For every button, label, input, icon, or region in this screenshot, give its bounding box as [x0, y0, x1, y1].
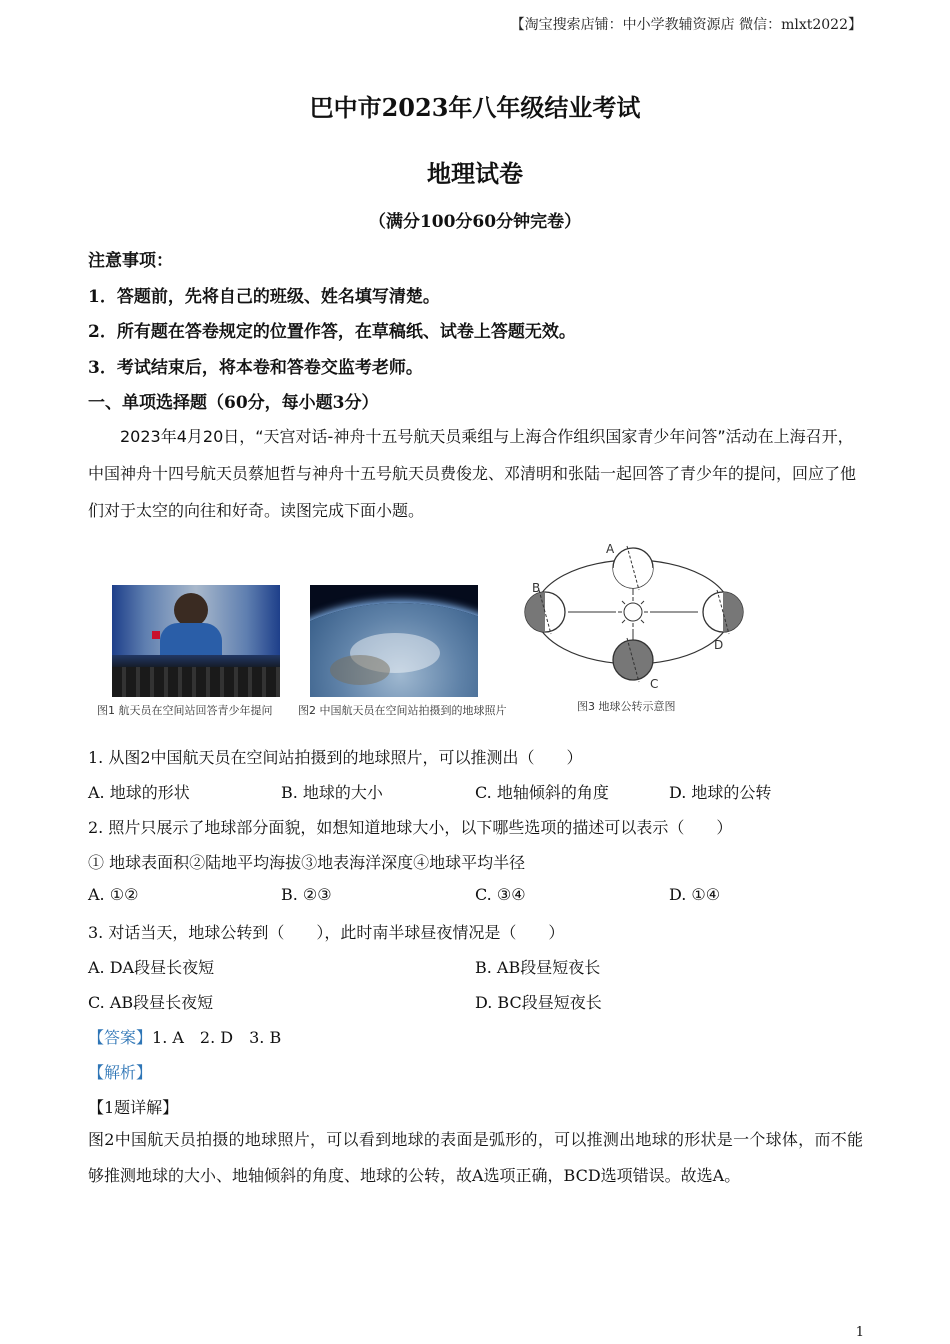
- earth-d: [703, 590, 743, 634]
- question-2-option-b[interactable]: B. ②③: [281, 885, 332, 904]
- notice-heading: 注意事项：: [88, 251, 173, 271]
- intro-paragraph: 2023年4月20日，“天宫对话-神舟十五号航天员乘组与上海合作组织国家青少年问答”活动在上海召开，中国神舟十四号航天员蔡旭哲与神舟十五号航天员费俊龙、邓清明和张陆一起回答了青少年的提问，回应了他们对于太空的向往和好奇。读图完成下面小题。: [88, 427, 857, 520]
- earth-c: [613, 638, 653, 682]
- question-2-option-d[interactable]: D. ①④: [669, 885, 721, 904]
- earth-b: [525, 590, 565, 634]
- question-3-option-c[interactable]: C. AB段昼长夜短: [88, 993, 214, 1012]
- fig1-caption: 图1 航天员在空间站回答青少年提问: [97, 704, 273, 717]
- notice-item: 2．所有题在答卷规定的位置作答，在草稿纸、试卷上答题无效。: [88, 322, 576, 342]
- orbit-label-d: D: [714, 638, 724, 652]
- sun: [618, 597, 648, 627]
- detail-label: 【1题详解】: [88, 1098, 179, 1117]
- earth-photo: [310, 585, 478, 697]
- fig2-caption: 图2 中国航天员在空间站拍摄到的地球照片: [298, 704, 507, 717]
- question-3-stem: 3. 对话当天，地球公转到（ ），此时南半球昼夜情况是（ ）: [88, 923, 565, 942]
- answer-text: 1. A 2. D 3. B: [152, 1028, 282, 1047]
- orbit-label-a: A: [606, 542, 615, 556]
- question-1-option-a[interactable]: A. 地球的形状: [88, 783, 190, 802]
- astronaut-photo: [112, 585, 280, 697]
- question-2-stem: 2. 照片只展示了地球部分面貌，如想知道地球大小，以下哪些选项的描述可以表示（ ）: [88, 818, 733, 837]
- earth-a: [613, 546, 653, 590]
- question-2-sub: ① 地球表面积②陆地平均海拔③地表海洋深度④地球平均半径: [88, 853, 526, 872]
- answer-line: [88, 1025, 281, 1048]
- page-number: 1: [855, 1325, 864, 1340]
- header-note: 【淘宝搜索店铺：中小学教辅资源店 微信：mlxt2022】: [510, 17, 862, 33]
- score-note: （满分100分60分钟完卷）: [368, 212, 582, 232]
- orbit-label-c: C: [650, 677, 659, 691]
- orbit-label-b: B: [532, 581, 541, 595]
- question-3-option-b[interactable]: B. AB段昼短夜长: [475, 958, 601, 977]
- answer-label: 【答案】: [88, 1028, 153, 1047]
- notice-item: 1．答题前，先将自己的班级、姓名填写清楚。: [88, 287, 440, 307]
- fig3-caption: 图3 地球公转示意图: [577, 700, 676, 713]
- analysis-label: 【解析】: [88, 1063, 153, 1082]
- question-3-option-d[interactable]: D. BC段昼短夜长: [475, 993, 602, 1012]
- orbit-diagram: [520, 538, 750, 698]
- question-1-option-b[interactable]: B. 地球的大小: [281, 783, 383, 802]
- question-2-option-c[interactable]: C. ③④: [475, 885, 526, 904]
- question-2-option-a[interactable]: A. ①②: [88, 885, 139, 904]
- exam-title: 巴中市2023年八年级结业考试: [309, 93, 641, 122]
- detail-text: 图2中国航天员拍摄的地球照片，可以看到地球的表面是弧形的，可以推测出地球的形状是一个球体，而不能够推测地球的大小、地轴倾斜的角度、地球的公转，故A选项正确，BCD选项错误。故选A。: [88, 1130, 863, 1185]
- question-1-stem: 1. 从图2中国航天员在空间站拍摄到的地球照片，可以推测出（ ）: [88, 748, 583, 767]
- question-1-option-d[interactable]: D. 地球的公转: [669, 783, 772, 802]
- question-1-option-c[interactable]: C. 地轴倾斜的角度: [475, 783, 609, 802]
- question-3-option-a[interactable]: A. DA段昼长夜短: [88, 958, 215, 977]
- section-heading: 一、单项选择题（60分，每小题3分）: [88, 393, 379, 413]
- notice-item: 3．考试结束后，将本卷和答卷交监考老师。: [88, 358, 423, 378]
- exam-subtitle: 地理试卷: [427, 159, 523, 188]
